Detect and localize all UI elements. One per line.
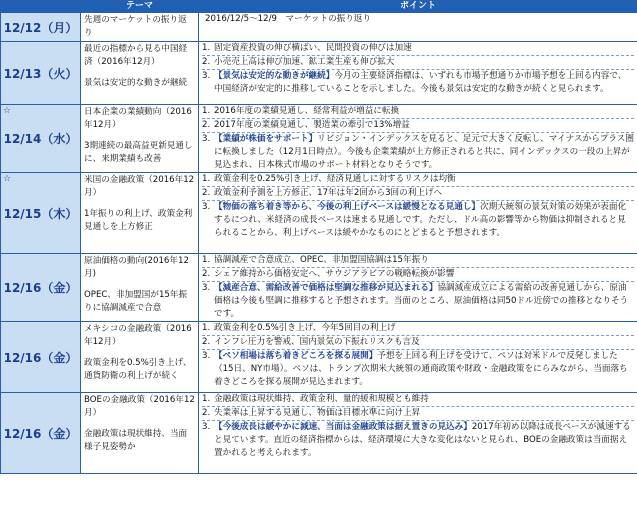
point-text: 今月の主要経済指標は、いずれも市場予想通りか市場予想を上回る内容で、中国経済が安定的に推移していることを示しました。今後も景気は安定的な動きが続くと見られます。	[214, 71, 627, 94]
list-item	[202, 187, 634, 201]
point-highlight: 【減産合意、需給改善で価格は堅調な推移が見込まれる】	[214, 283, 438, 293]
points-cell	[199, 173, 637, 254]
point-text: 2017年初め以降は成長ペースが減速すると見ています。直近の経済指標からは、経済環境に大きな変化はないと見られ、BOEの金融政策は当面据え置かれると考えられます。	[214, 422, 631, 458]
list-item	[202, 42, 634, 56]
point-body	[214, 421, 634, 460]
point-body	[214, 407, 634, 420]
points-cell	[199, 393, 637, 474]
date-cell	[1, 254, 81, 322]
theme-subtitle: 政策金利を0.5%引き上げ、通貨防衛の利上げが続く	[84, 358, 192, 381]
list-item	[202, 421, 634, 460]
point-text: 2017年度の業績見通し、製造業の牽引で13%増益	[214, 120, 410, 130]
point-body	[214, 282, 634, 321]
theme-subtitle: 景気は安定的な動きが継続	[84, 78, 188, 88]
point-body	[214, 350, 634, 389]
header-date	[1, 1, 81, 13]
theme-title: BOEの金融政策（2016年12月）	[84, 395, 195, 418]
list-item	[202, 350, 634, 389]
table-row	[1, 173, 637, 254]
point-highlight: 【業績が株価をサポート】	[214, 134, 318, 144]
theme-subtitle: OPEC、非加盟国が15年振りに協調減産で合意	[84, 290, 188, 313]
point-number: 3.	[202, 134, 211, 144]
point-number: 3.	[202, 283, 211, 293]
table-row	[1, 105, 637, 173]
star-icon: ☆	[3, 174, 12, 184]
point-number: 2.	[202, 120, 211, 130]
list-item	[202, 70, 634, 96]
theme-cell	[81, 13, 199, 42]
point-number: 3.	[202, 422, 211, 432]
theme-title: 米国の金融政策（2016年12月）	[84, 175, 195, 198]
point-text: インフレ圧力を警戒、国内景気の下振れリスクも言及	[214, 337, 420, 347]
point-text: 2016年度の業績見通し、経常利益が増益に転換	[214, 106, 400, 116]
point-text: 政策金利予測を上方修正、17年は年2回から3回の利上げへ	[214, 188, 443, 198]
list-item	[202, 201, 634, 240]
point-text: 固定資産投資の伸び横ばい、民間投資の伸びは加速	[214, 43, 412, 53]
list-item	[202, 407, 634, 421]
table-header-row	[1, 1, 637, 13]
point-body	[214, 105, 634, 118]
date-cell	[1, 173, 81, 254]
points-cell	[199, 42, 637, 105]
theme-subtitle: 3期連続の最高益更新見通しに、来期業績も改善	[84, 141, 193, 164]
point-text: 小売売上高は伸び加速、鉱工業生産も伸び拡大	[214, 57, 395, 67]
point-text: 予想を上回る利上げを受けて、ペソは対米ドルで反発しました（15日、NY市場）。ペソは、トランプ次期米大統領の通商政策や財政・金融政策をにらみながら、当面落ち着きどころを探る展開が見込まれます。	[214, 351, 628, 387]
list-item	[202, 105, 634, 119]
point-number: 1.	[202, 174, 211, 184]
list-item	[202, 56, 634, 70]
point-number: 1.	[202, 323, 211, 333]
point-text: リビジョン・インデックスを見ると、足元で大きく反転し、マイナスからプラス圏に転換しました（12月1日時点）。今後も企業業績が上方修正されると共に、同インデックスの一段の上昇が見込まれ、日本株式市場のサポート材料となりそうです。	[214, 134, 634, 170]
point-body	[214, 201, 634, 240]
table-row	[1, 42, 637, 105]
point-number: 1.	[202, 106, 211, 116]
point-number: 1.	[202, 394, 211, 404]
point-number: 3.	[202, 202, 211, 212]
point-body	[214, 133, 634, 172]
point-text: 政策金利を0.5%引き上げ、今年5回目の利上げ	[214, 323, 396, 333]
list-item	[202, 282, 634, 321]
date-cell	[1, 322, 81, 393]
points-cell	[199, 105, 637, 173]
point-body	[214, 56, 634, 69]
theme-cell	[81, 322, 199, 393]
date-label: 12/16（金）	[3, 426, 78, 441]
point-body	[214, 42, 634, 55]
list-item	[202, 336, 634, 350]
theme-cell	[81, 105, 199, 173]
point-body	[214, 70, 634, 96]
point-body	[214, 187, 634, 200]
point-highlight: 【物価の落ち着き等から、今後の利上げペースは緩慢となる見通し】	[214, 202, 480, 212]
theme-title: 最近の指標から見る中国経済（2016年12月）	[84, 44, 188, 67]
table-row	[1, 13, 637, 42]
date-cell	[1, 13, 81, 42]
date-label: 12/15（木）	[3, 206, 78, 221]
list-item	[202, 173, 634, 187]
point-highlight: 【今後成長は緩やかに減速、当面は金融政策は据え置きの見込み】	[214, 422, 472, 432]
table-row	[1, 393, 637, 474]
point-number: 1.	[202, 255, 211, 265]
point-number: 2.	[202, 337, 211, 347]
point-number: 3.	[202, 351, 211, 361]
point-body	[214, 254, 634, 267]
points-cell	[199, 322, 637, 393]
point-body	[214, 173, 634, 186]
point-body	[214, 336, 634, 349]
point-body	[214, 119, 634, 132]
point-body	[214, 322, 634, 335]
point-text: 協調減産で合意成立、OPEC、非加盟国協調は15年振り	[214, 255, 429, 265]
date-cell	[1, 105, 81, 173]
date-cell	[1, 393, 81, 474]
theme-subtitle: 金融政策は現状維持、当面様子見姿勢か	[84, 429, 188, 452]
list-item	[202, 268, 634, 282]
point-text: シェア維持から価格安定へ、サウジアラビアの戦略転換が影響	[214, 269, 455, 279]
theme-title: 日本企業の業績動向（2016年12月）	[84, 107, 192, 130]
point-number: 2.	[202, 269, 211, 279]
point-number: 2.	[202, 188, 211, 198]
theme-cell	[81, 173, 199, 254]
date-label: 12/16（金）	[3, 281, 78, 295]
table-row	[1, 322, 637, 393]
point-highlight: 【ペソ相場は落ち着きどころを探る展開】	[214, 351, 378, 361]
header-point: ポイント	[199, 1, 637, 13]
point-body	[214, 393, 634, 406]
table-row	[1, 254, 637, 322]
theme-title: 先週のマーケットの振り返り	[84, 15, 187, 38]
point-body	[214, 268, 634, 281]
date-label: 12/13（火）	[3, 66, 78, 81]
point-text: 協調減産成立による需給の改善見通しから、原油価格は今後も堅調に推移すると予想されます。当面のところ、原油価格は同50ドル近傍での推移となりそうです。	[214, 283, 629, 319]
list-item	[202, 393, 634, 407]
date-label: 12/16（金）	[3, 350, 78, 365]
date-label: 12/12（月）	[3, 20, 78, 35]
point-text: 金融政策は現状維持、政策金利、量的緩和規模とも維持	[214, 394, 429, 404]
header-theme: テーマ	[81, 1, 199, 13]
list-item	[202, 322, 634, 336]
points-cell	[199, 13, 637, 42]
theme-cell	[81, 42, 199, 105]
point-number: 3.	[202, 71, 211, 81]
point-highlight: 【景気は安定的な動きが継続】	[214, 71, 335, 81]
star-icon: ☆	[3, 106, 12, 116]
theme-cell	[81, 254, 199, 322]
theme-cell	[81, 393, 199, 474]
theme-subtitle: 1年振りの利上げ、政策金利見通しを上方修正	[84, 209, 193, 232]
point-text: 次期大統領の景気対策の効果が表面化するにつれ、米経済の成長ペースは速まる見通しです。ただし、ドル高の影響等から物価は抑制されると見られることから、利上げペースは緩やかなものにとどまると予想されます。	[214, 202, 627, 238]
list-item	[202, 119, 634, 133]
theme-title: 原油価格の動向(2016年12月)	[84, 256, 189, 279]
list-item	[202, 133, 634, 172]
point-number: 2.	[202, 57, 211, 67]
list-item	[202, 254, 634, 268]
points-cell	[199, 254, 637, 322]
point-number: 1.	[202, 43, 211, 53]
theme-title: メキシコの金融政策（2016年12月）	[84, 324, 192, 347]
date-label: 12/14（水）	[3, 132, 78, 146]
point-text: 政策金利を0.25%引き上げ、経済見通しに対するリスクは均衡	[214, 174, 456, 184]
date-cell	[1, 42, 81, 105]
point-text: 失業率は上昇する見通し、物価は目標水準に向け上昇	[214, 408, 421, 418]
point-number: 2.	[202, 408, 211, 418]
point-text: 2016/12/5～12/9 マーケットの振り返り	[205, 14, 372, 24]
